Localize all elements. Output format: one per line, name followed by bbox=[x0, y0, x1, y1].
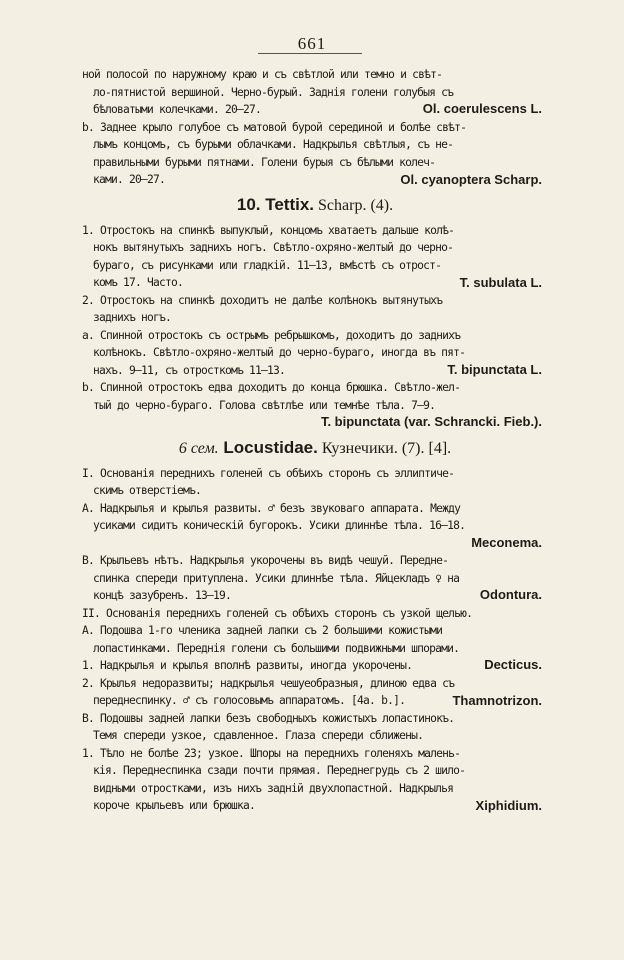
text-line: B. Крыльевъ нѣтъ. Надкрылья укорочены въ видѣ чешуй. Передне- bbox=[82, 554, 449, 567]
text-line: бѣловатыми колечками. 20—27. bbox=[93, 103, 262, 116]
key-entry bbox=[82, 552, 548, 605]
key-entry bbox=[82, 379, 548, 432]
text-line: B. Подошвы задней лапки безъ свободныхъ кожистыхъ лопастинокъ. bbox=[82, 711, 455, 725]
taxon-name: T. subulata L. bbox=[459, 274, 542, 290]
key-entry bbox=[82, 622, 548, 657]
text-line: 2. Крылья недоразвиты; надкрылья чешуеобразныя, длиною едва съ bbox=[82, 676, 455, 690]
text-line: спинка спереди притуплена. Усики длиннѣе тѣла. Яйцекладъ ♀ на bbox=[93, 571, 460, 585]
text-line: b. Заднее крыло голубое съ матовой бурой серединой и болѣе свѣт- bbox=[82, 120, 467, 134]
key-entry bbox=[82, 605, 548, 623]
key-entry bbox=[82, 66, 548, 119]
text-line: короче крыльевъ или брюшка. bbox=[93, 799, 256, 812]
text-line: 1. Надкрылья и крылья вполнѣ развиты, иногда укорочены. bbox=[82, 659, 413, 672]
key-entry bbox=[82, 675, 548, 710]
text-line: ло-пятнистой вершиной. Черно-бурый. Заднія голени голубыя съ bbox=[93, 85, 454, 99]
text-line: колѣнокъ. Свѣтло-охряно-желтый до черно-бураго, иногда въ пят- bbox=[93, 346, 466, 359]
heading-family: 6 сем. bbox=[178, 439, 219, 457]
text-line: нахъ. 9—11, съ отросткомъ 11—13. bbox=[93, 363, 286, 377]
taxon-name: T. bipunctata (var. Schrancki. Fieb.). bbox=[320, 414, 542, 429]
section-heading bbox=[82, 191, 548, 218]
text-line: концѣ зазубренъ. 13—19. bbox=[93, 589, 232, 602]
text-line: A. Подошва 1-го членика задней лапки съ 2 большими кожистыми bbox=[82, 624, 443, 637]
text-line: нокъ вытянутыхъ заднихъ ногъ. Свѣтло-охряно-желтый до черно- bbox=[93, 241, 454, 254]
key-entry bbox=[82, 292, 548, 327]
heading-genus: 10. Tettix. bbox=[236, 194, 315, 214]
taxon-name: Xiphidium. bbox=[475, 797, 542, 813]
key-entry bbox=[82, 710, 548, 745]
key-entry bbox=[82, 657, 548, 675]
key-entry bbox=[82, 119, 548, 189]
taxon-name: Decticus. bbox=[484, 657, 542, 672]
text-line: тый до черно-бураго. Голова свѣтлѣе или темнѣе тѣла. 7—9. bbox=[93, 398, 436, 412]
text-line: ками. 20—27. bbox=[93, 173, 166, 186]
taxon-name: Thamnotrizon. bbox=[452, 692, 542, 708]
key-entry bbox=[82, 465, 548, 500]
text-line: лымъ концомъ, съ бурыми облачками. Надкрылья свѣтлыя, съ не- bbox=[93, 138, 454, 151]
text-line: 1. Тѣло не болѣе 23; узкое. Шпоры на переднихъ голеняхъ малень- bbox=[82, 746, 461, 760]
text-line: Темя спереди узкое, сдавленное. Глаза спереди сближены. bbox=[93, 729, 424, 742]
text-line: a. Спинной отростокъ съ острымъ ребрышкомъ, доходитъ до заднихъ bbox=[82, 328, 461, 342]
key-entry bbox=[82, 222, 548, 292]
text-line: комъ 17. Часто. bbox=[93, 276, 184, 289]
text-line: правильными бурыми пятнами. Голени бурыя съ бѣлыми колеч- bbox=[93, 155, 436, 169]
text-line: кія. Переднеспинка сзади почти прямая. Переднегрудь съ 2 шило- bbox=[93, 764, 466, 777]
text-line: заднихъ ногъ. bbox=[93, 311, 172, 324]
taxon-name: Meconema. bbox=[471, 534, 542, 550]
text-line: лопастинками. Переднія голени съ большими подвижными шпорами. bbox=[93, 641, 460, 655]
key-entry bbox=[82, 500, 548, 553]
header-rule bbox=[258, 53, 362, 54]
page-number: 661 bbox=[297, 34, 327, 53]
text-line: II. Основанія переднихъ голеней съ обѣихъ сторонъ съ узкой щелью. bbox=[82, 606, 473, 620]
text-line: видными отростками, изъ нихъ задній двухлопастной. Надкрылья bbox=[93, 781, 454, 795]
text-line: бураго, съ рисунками или гладкій. 11—13, вмѣстѣ съ отрост- bbox=[93, 258, 442, 272]
taxon-name: T. bipunctata L. bbox=[447, 361, 542, 377]
key-entry bbox=[82, 745, 548, 815]
taxon-name: Ol. cyanoptera Scharp. bbox=[400, 171, 542, 187]
page-content bbox=[82, 66, 548, 815]
section-heading bbox=[82, 434, 548, 461]
text-line: переднеспинку. ♂ съ голосовымъ аппаратомъ. [4a. b.]. bbox=[93, 694, 406, 707]
text-line: b. Спинной отростокъ едва доходитъ до конца брюшка. Свѣтло-жел- bbox=[82, 381, 461, 394]
taxon-name: Ol. coerulescens L. bbox=[422, 101, 542, 116]
text-line: ной полосой по наружному краю и съ свѣтлой или темно и свѣт- bbox=[82, 68, 443, 81]
text-line: усиками сидитъ коническій бугорокъ. Усики длиннѣе тѣла. 16—18. bbox=[93, 519, 466, 532]
text-line: A. Надкрылья и крылья развиты. ♂ безъ звуковаго аппарата. Между bbox=[82, 501, 461, 515]
heading-details: Scharp. (4). bbox=[314, 196, 394, 214]
text-line: 1. Отростокъ на спинкѣ выпуклый, концомъ хватаетъ дальше колѣ- bbox=[82, 223, 455, 237]
text-line: I. Основанія переднихъ голеней съ обѣихъ сторонъ съ эллиптиче- bbox=[82, 466, 455, 480]
key-entry bbox=[82, 327, 548, 380]
heading-details: Кузнечики. (7). [4]. bbox=[317, 439, 452, 457]
text-line: 2. Отростокъ на спинкѣ доходитъ не далѣе колѣнокъ вытянутыхъ bbox=[82, 293, 443, 307]
text-line: скимъ отверстіемъ. bbox=[93, 484, 202, 497]
heading-genus: Locustidae. bbox=[218, 437, 318, 457]
taxon-name: Odontura. bbox=[479, 587, 542, 602]
